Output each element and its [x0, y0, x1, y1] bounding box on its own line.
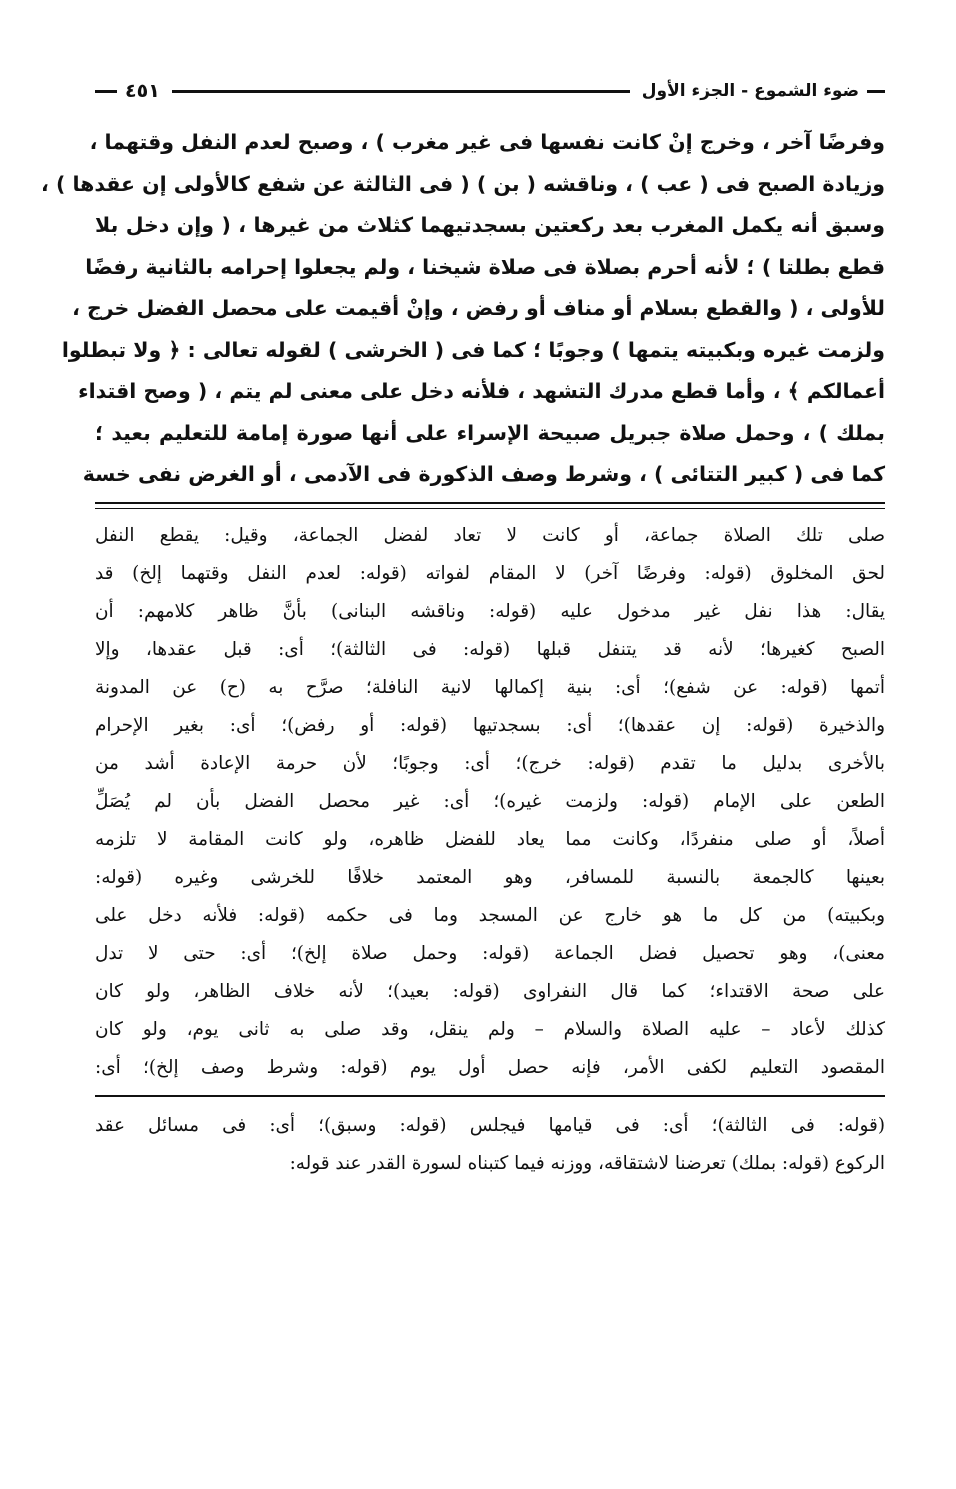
commentary-line: أتمها (قوله: عن شفع)؛ أى: بنية إكمالها لانية النافلة؛ صرَّح به (ح) عن المدونة: [95, 676, 885, 698]
running-head-title: ضوء الشموع - الجزء الأول: [641, 81, 859, 101]
commentary-line: صلى تلك الصلاة جماعة، أو كانت لا تعاد لفضل الجماعة، وقيل: يقطع النفل: [95, 524, 885, 546]
commentary-line: بالأخرى بدليل ما تقدم (قوله: خرج)؛ أى: وجوبًا؛ لأن حرمة الإعادة أشد من: [95, 752, 885, 774]
footnote-line: الركوع (قوله: بملك) تعرضنا لاشتقاقه، ووزنه فيما كتبناه لسورة القدر عند قوله:: [289, 1152, 885, 1174]
main-text-line: قطع بطلتا ) ؛ لأنه أحرم بصلاة فى صلاة شيخنا ، ولم يجعلوا إحرامه بالثانية رفضًا: [85, 254, 885, 279]
footnote-line: (قوله: فى الثالثة)؛ أى: فى قيامها فيجلس (قوله: وسبق)؛ أى: فى مسائل عقد: [95, 1114, 885, 1136]
commentary-line: كذلك لأعاد – عليه الصلاة والسلام – ولم ينقل، وقد صلى به ثانى يوم، ولو كان: [95, 1018, 885, 1040]
commentary-line: لحق المخلوق (قوله: وفرضًا آخر) لا المقام لفواته (قوله: لعدم النفل وقتهما إلخ) قد: [95, 562, 885, 584]
running-head-dash-left: [95, 90, 117, 93]
commentary-line: معنى)، وهو تحصيل فضل الجماعة (قوله: وحمل صلاة إلخ)؛ أى: حتى لا تدل: [95, 942, 885, 964]
main-text-line: كما فى ( كبير التتائى ) ، وشرط وصف الذكورة فى الآدمى ، أو الغرض نفى خسة: [82, 462, 885, 486]
main-text-line: وسبق أنه يكمل المغرب بعد ركعتين بسجدتيهما كثلاث من غيرها ، ( وإن دخل بلا: [95, 213, 885, 237]
main-text-line: وفرضًا آخر ، وخرج إنْ كانت نفسها فى غير مغرب ) ، وصبح لعدم النفل وقتهما ،: [89, 130, 885, 154]
footnotes: [95, 1107, 885, 1183]
commentary-line: المقصود التعليم لكفى الأمر، فإنه حصل أول يوم (قوله: وشرط وصف إلخ)؛ أى:: [95, 1056, 885, 1078]
main-text-line: أعمالكم ﴾ ، وأما قطع مدرك التشهد ، فلأنه دخل على معنى لم يتم ، ( وصح اقتداء: [78, 379, 885, 403]
commentary-line: على صحة الاقتداء؛ كما قال النفراوى (قوله: بعيد)؛ لأنه خلاف الظاهر، ولو كان: [95, 980, 885, 1002]
page-number: ٤٥١: [125, 80, 160, 102]
commentary-line: يقال: هذا نفل غير مدخول عليه (قوله: وناقشه البنانى) بأنَّ ظاهر كلامهم: أن: [95, 600, 885, 622]
commentary-line: وبكبيته) من كل ما هو خارج عن المسجد وما فى حكمه (قوله: فلأنه دخل على: [95, 904, 885, 926]
main-text-line: بملك ) ، وحمل صلاة جبريل صبيحة الإسراء على أنها صورة إمامة للتعليم بعيد ؛: [95, 420, 885, 445]
running-head: [95, 70, 885, 112]
main-text: [41, 122, 885, 496]
commentary-line: بعينها كالجمعة بالنسبة للمسافر، وهو المعتمد خلافًا للخرشى وغيره (قوله:: [95, 866, 885, 888]
commentary: [95, 517, 885, 1087]
commentary-line: والذخيرة (قوله: إن عقدها)؛ أى: بسجدتيها (قوله: أو رفض)؛ أى: بغير الإحرام: [95, 714, 885, 736]
running-head-rule: [172, 90, 630, 93]
commentary-line: الطعن على الإمام (قوله: ولزمت غيره)؛ أى: غير محصل الفضل بأن لم يُصَلِّ: [95, 790, 885, 812]
commentary-line: أصلاً، أو صلى منفردًا، وكانت مما يعاد للفضل ظاهره، ولو كانت المقامة لا تلزمه: [95, 828, 885, 850]
page: [41, 70, 885, 1430]
running-head-dash-right: [867, 90, 885, 93]
main-text-line: وزيادة الصبح فى ( عب ) ، وناقشه ( بن ) ( فى الثالثة عن شفع كالأولى إن عقدها ) ،: [41, 171, 885, 196]
main-text-line: ولزمت غيره وبكبيته يتمها ) وجوبًا ؛ كما فى ( الخرشى ) لقوله تعالى : ﴿ ولا تبطلوا: [61, 337, 885, 362]
commentary-line: الصبح كغيرها؛ لأنه قد يتنفل قبلها (قوله: فى الثالثة)؛ أى: قبل عقدها، وإلا: [95, 638, 885, 660]
main-commentary-divider: [95, 502, 885, 509]
main-text-line: للأولى ، ( والقطع بسلام أو مناف أو رفض ، وإنْ أقيمت على محصل الفضل خرج ،: [72, 296, 885, 320]
commentary-notes-divider: [95, 1095, 885, 1097]
